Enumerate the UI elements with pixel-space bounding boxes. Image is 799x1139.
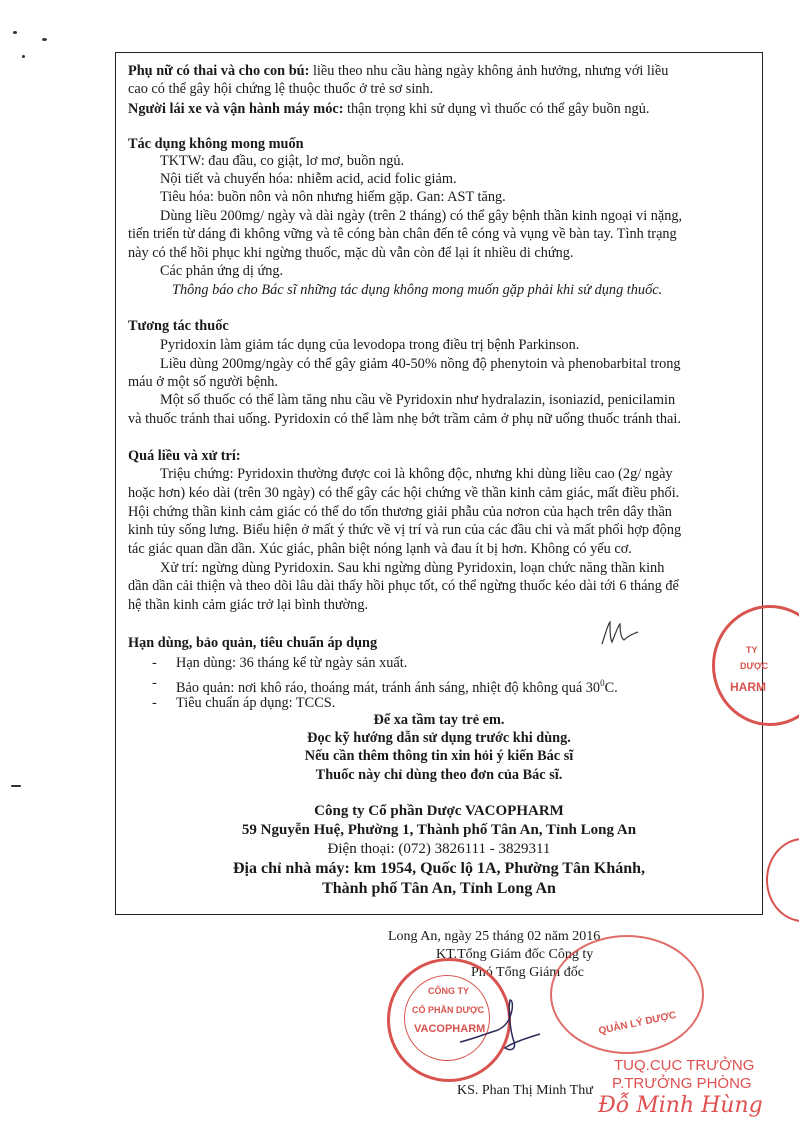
- overdose-line: kinh tủy sống lưng. Biểu hiện ở mất ý thức về vị trí và run của các đầu chi và mất phối hợp động: [128, 522, 682, 538]
- overdose-line: Triệu chứng: Pyridoxin thường được coi là không độc, nhưng khi dùng liều cao (2g/ ngày: [160, 466, 673, 482]
- storage-line: [176, 675, 618, 697]
- side-effects-heading: Tác dụng không mong muốn: [128, 136, 304, 152]
- interactions-heading: Tương tác thuốc: [128, 318, 229, 334]
- company-address: 59 Nguyễn Huệ, Phường 1, Thành phố Tân An, Tỉnh Long An: [241, 822, 637, 838]
- pregnant-text: liều theo nhu cầu hàng ngày không ảnh hưởng, nhưng với liều: [309, 63, 669, 79]
- department-seal-text: QUẢN LÝ DƯỢC: [597, 1009, 678, 1038]
- approval-signature-name: Đỗ Minh Hùng: [598, 1093, 763, 1118]
- storage-dash: -: [152, 655, 157, 671]
- side-effect-line: Dùng liều 200mg/ ngày và dài ngày (trên 2 tháng) có thể gây bệnh thần kinh ngoại vi nặng,: [160, 208, 683, 224]
- factory-address-1: Địa chỉ nhà máy: km 1954, Quốc lộ 1A, Phường Tân Khánh,: [232, 860, 646, 877]
- warning-line: Thuốc này chỉ dùng theo đơn của Bác sĩ.: [315, 767, 563, 783]
- side-effect-line: Tiêu hóa: buồn nôn và nôn nhưng hiếm gặp. Gan: AST tăng.: [160, 189, 506, 205]
- interaction-line: máu ở một số người bệnh.: [128, 374, 278, 390]
- side-effect-line: này có thể hồi phục khi ngừng thuốc, mặc dù vẫn còn để lại ít nhiều di chứng.: [128, 245, 574, 261]
- storage-text: C.: [604, 679, 618, 696]
- scan-speck: [22, 55, 25, 58]
- side-effect-line: tiến triển từ dáng đi không vững và tê cóng bàn chân đến tê cóng và vụng về bàn tay. Tình trạng: [128, 226, 677, 242]
- right-stamp-text: TY: [746, 645, 758, 655]
- approval-title-1: TUQ.CỤC TRƯỞNG: [614, 1057, 755, 1074]
- storage-text: Bảo quản: nơi khô ráo, thoáng mát, tránh ánh sáng, nhiệt độ không quá 30: [176, 679, 601, 696]
- approval-title-2: P.TRƯỞNG PHÒNG: [612, 1075, 752, 1092]
- driver-line: [128, 101, 649, 118]
- scan-speck: [13, 31, 17, 34]
- pregnant-text-2: cao có thể gây hội chứng lệ thuộc thuốc ở trẻ sơ sinh.: [128, 81, 434, 97]
- right-stamp-text: DƯỢC: [740, 661, 769, 671]
- right-stamp-text: HARM: [730, 680, 766, 694]
- warning-line: Đọc kỹ hướng dẫn sử dụng trước khi dùng.: [307, 730, 571, 746]
- director-signature: [450, 990, 560, 1060]
- initials-scribble: [598, 618, 642, 648]
- right-edge-stamp-arc: [766, 838, 799, 922]
- company-name: Công ty Cổ phần Dược VACOPHARM: [314, 803, 564, 819]
- interaction-line: Liều dùng 200mg/ngày có thể gây giảm 40-50% nồng độ phenytoin và phenobarbital trong: [160, 356, 681, 372]
- side-effect-line: Các phản ứng dị ứng.: [160, 263, 284, 279]
- scan-speck: [11, 785, 21, 787]
- company-seal-text: VACOPHARM: [414, 1023, 486, 1035]
- pregnant-line: [128, 63, 668, 80]
- degree-sup: 0: [600, 678, 605, 688]
- driver-label: Người lái xe và vận hành máy móc:: [128, 101, 344, 117]
- overdose-line: hệ thần kinh cảm giác trở lại bình thường.: [128, 597, 369, 613]
- company-seal-text: CÔNG TY: [428, 986, 470, 996]
- side-effect-line: TKTW: đau đầu, co giật, lơ mơ, buồn ngủ.: [160, 153, 405, 169]
- overdose-heading: Quá liều và xử trí:: [128, 448, 241, 464]
- storage-heading: Hạn dùng, bảo quản, tiêu chuẩn áp dụng: [128, 635, 378, 651]
- signoff-role-1: KT.Tổng Giám đốc Công ty: [436, 947, 594, 962]
- storage-line: Tiêu chuẩn áp dụng: TCCS.: [176, 695, 336, 711]
- side-effect-line: Nội tiết và chuyển hóa: nhiễm acid, acid folic giảm.: [160, 171, 457, 187]
- company-phone: Điện thoại: (072) 3826111 - 3829311: [327, 841, 551, 857]
- signoff-role-2: Phó Tổng Giám đốc: [471, 965, 584, 980]
- warning-line: Nếu cần thêm thông tin xin hỏi ý kiến Bác sĩ: [304, 748, 574, 764]
- company-seal-text: CỔ PHẦN DƯỢC: [412, 1005, 485, 1015]
- department-seal: [550, 935, 704, 1054]
- interaction-line: Một số thuốc có thể làm tăng nhu cầu về Pyridoxin như hydralazin, isoniazid, penicilamin: [160, 392, 676, 408]
- driver-text: thận trọng khi sử dụng vì thuốc có thể gây buồn ngủ.: [343, 101, 650, 117]
- overdose-line: Xử trí: ngừng dùng Pyridoxin. Sau khi ngừng dùng Pyridoxin, loạn chức năng thần kinh: [160, 560, 665, 576]
- overdose-line: hoặc hơn) kéo dài (trên 30 ngày) có thể gây các hội chứng về thần kinh cảm giác, mất điều phối.: [128, 485, 680, 501]
- interaction-line: Pyridoxin làm giảm tác dụng của levodopa trong điều trị bệnh Parkinson.: [160, 337, 580, 353]
- overdose-line: tác giác quan dần dần. Xúc giác, phân biệt nóng lạnh và đau ít bị hơn. Không có yếu cơ.: [128, 541, 632, 557]
- warning-line: Để xa tầm tay trẻ em.: [373, 712, 505, 728]
- overdose-line: Hội chứng thần kinh cảm giác có thể do tổn thương giải phẫu của nơron của hạch trên dây thần: [128, 504, 672, 520]
- storage-dash: -: [152, 695, 157, 711]
- overdose-line: dần dần cải thiện và theo dõi lâu dài thấy hồi phục tốt, có thể ngừng thuốc kéo dài tới 6 tháng để: [128, 578, 679, 594]
- signer-name: KS. Phan Thị Minh Thư: [457, 1083, 593, 1098]
- storage-dash: -: [152, 675, 157, 691]
- signoff-date: Long An, ngày 25 tháng 02 năm 2016: [388, 929, 601, 944]
- interaction-line: và thuốc tránh thai uống. Pyridoxin có thể làm nhẹ bớt trầm cảm ở phụ nữ uống thuốc tránh thai.: [128, 411, 681, 427]
- pregnant-label: Phụ nữ có thai và cho con bú:: [128, 63, 310, 79]
- scan-speck: [42, 38, 47, 41]
- side-effect-note: Thông báo cho Bác sĩ những tác dụng không mong muốn gặp phải khi sử dụng thuốc.: [172, 282, 663, 298]
- factory-address-2: Thành phố Tân An, Tỉnh Long An: [322, 880, 556, 897]
- storage-line: Hạn dùng: 36 tháng kể từ ngày sản xuất.: [176, 655, 408, 671]
